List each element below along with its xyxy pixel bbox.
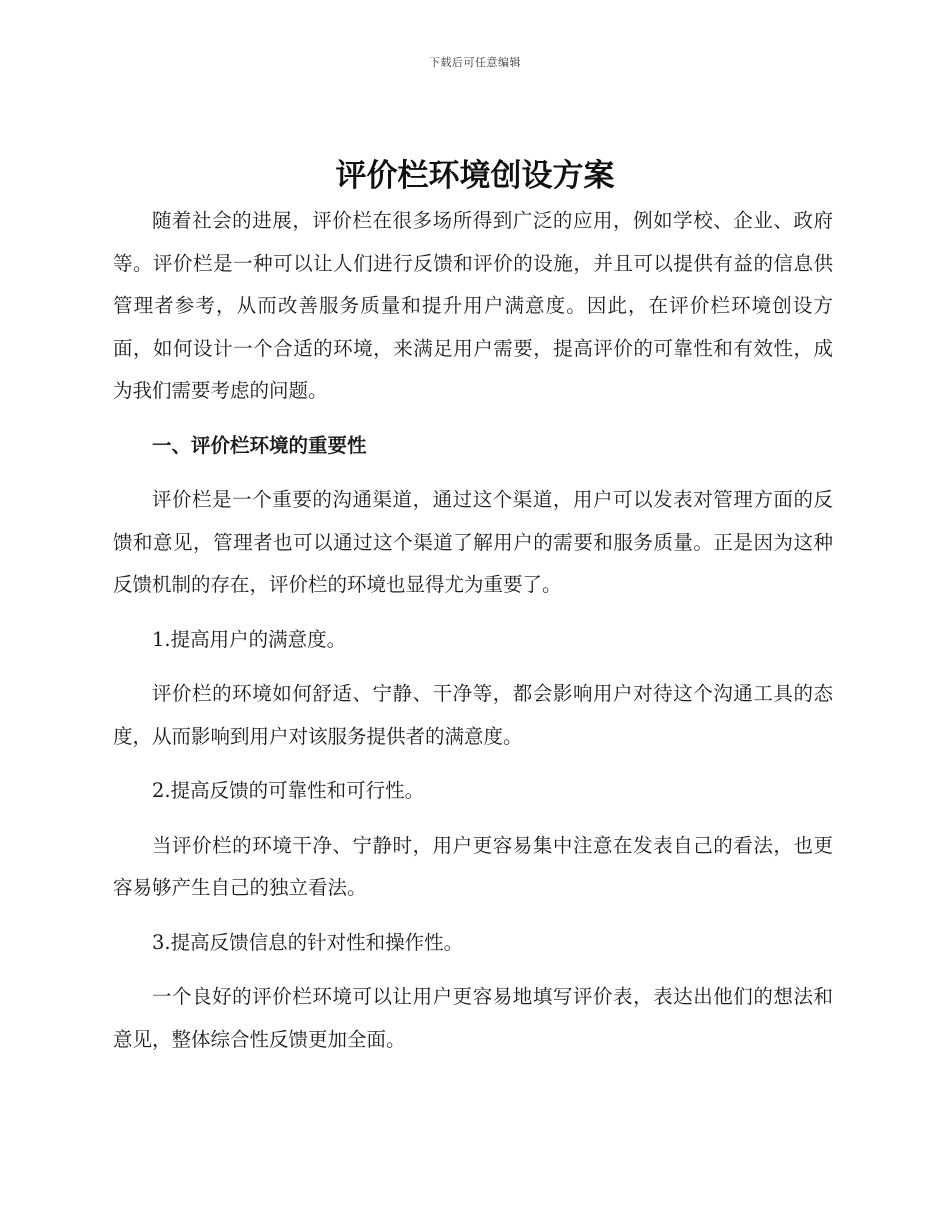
list-item-text: 当评价栏的环境干净、宁静时，用户更容易集中注意在发表自己的看法，也更容易够产生自己的独立看法。 [113, 833, 833, 899]
header-note: 下载后可任意编辑 [429, 56, 521, 69]
section-heading: 一、评价栏环境的重要性 [152, 433, 367, 457]
document-title: 评价栏环境创设方案 [335, 158, 615, 194]
section-paragraph: 评价栏是一个重要的沟通渠道，通过这个渠道，用户可以发表对管理方面的反馈和意见，管理者也可以通过这个渠道了解用户的需要和服务质量。正是因为这种反馈机制的存在，评价栏的环境也显得尤为重要了。 [113, 488, 833, 596]
list-item-text: 一个良好的评价栏环境可以让用户更容易地填写评价表，表达出他们的想法和意见，整体综合性反馈更加全面。 [113, 985, 833, 1051]
list-item-title: 2.提高反馈的可靠性和可行性。 [152, 779, 425, 802]
intro-paragraph: 随着社会的进展，评价栏在很多场所得到广泛的应用，例如学校、企业、政府等。评价栏是一种可以让人们进行反馈和评价的设施，并且可以提供有益的信息供管理者参考，从而改善服务质量和提升用户满意度。因此，在评价栏环境创设方面，如何设计一个合适的环境，来满足用户需要，提高评价的可靠性和有效性，成为我们需要考虑的问题。 [113, 209, 833, 402]
document-body [113, 200, 833, 1061]
list-item-title: 1.提高用户的满意度。 [152, 627, 347, 651]
list-item-text: 评价栏的环境如何舒适、宁静、干净等，都会影响用户对待这个沟通工具的态度，从而影响到用户对该服务提供者的满意度。 [113, 682, 833, 748]
list-item-title: 3.提高反馈信息的针对性和操作性。 [152, 930, 464, 954]
